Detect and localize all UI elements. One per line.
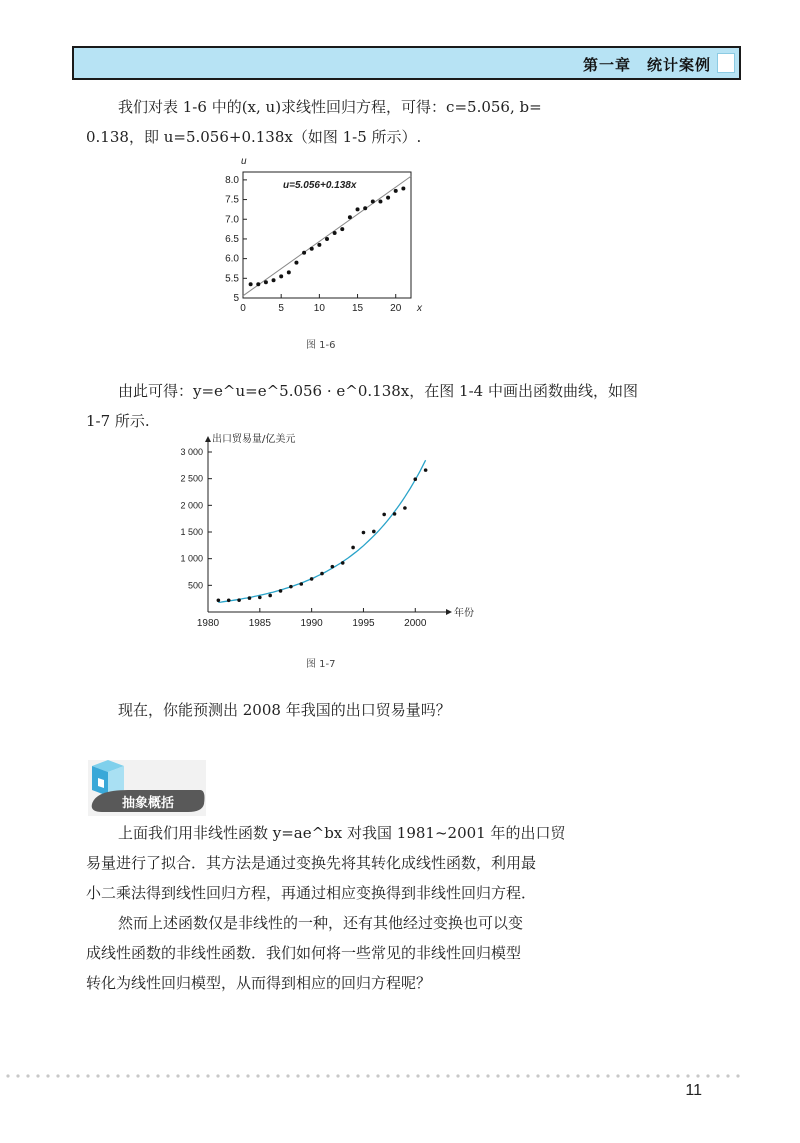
data-point xyxy=(227,598,231,602)
footer-dot xyxy=(446,1074,449,1077)
x-tick-label: 1985 xyxy=(248,618,271,629)
footer-dot xyxy=(566,1074,569,1077)
y-tick-label: 500 xyxy=(187,580,203,591)
x-tick-label: 1990 xyxy=(300,618,323,629)
footer-dot xyxy=(296,1074,299,1077)
data-point xyxy=(217,598,221,602)
summary-p2-line3: 转化为线性回归模型，从而得到相应的回归方程呢？ xyxy=(86,974,432,992)
y-tick-label: 2 000 xyxy=(180,500,203,511)
regression-equation: u=5.056+0.138x xyxy=(283,180,357,191)
footer-dot xyxy=(336,1074,339,1077)
y-axis-label: u xyxy=(241,156,247,167)
footer-dot xyxy=(406,1074,409,1077)
data-point xyxy=(268,594,272,598)
footer-dot xyxy=(236,1074,239,1077)
summary-p1-line3: 小二乘法得到线性回归方程，再通过相应变换得到非线性回归方程． xyxy=(86,884,537,902)
footer-dot xyxy=(726,1074,729,1077)
footer-dot xyxy=(136,1074,139,1077)
data-point xyxy=(401,187,405,191)
fitted-curve xyxy=(218,460,425,602)
footer-dot xyxy=(486,1074,489,1077)
footer-dot xyxy=(96,1074,99,1077)
regression-line xyxy=(243,176,411,296)
data-point xyxy=(394,189,398,193)
y-tick-label: 6.0 xyxy=(225,253,239,265)
footer-dot xyxy=(186,1074,189,1077)
data-point xyxy=(264,280,268,284)
question-text: 现在，你能预测出 2008 年我国的出口贸易量吗？ xyxy=(118,701,451,719)
y-tick-label: 1 500 xyxy=(180,527,203,537)
footer-dot xyxy=(6,1074,9,1077)
x-tick-label: 10 xyxy=(313,303,325,314)
x-tick-label: 5 xyxy=(278,303,284,314)
x-axis-label: 年份 xyxy=(454,608,474,619)
section-badge xyxy=(88,760,206,816)
x-axis-arrow xyxy=(446,609,452,615)
footer-dot xyxy=(66,1074,69,1077)
footer-dot xyxy=(316,1074,319,1077)
data-point xyxy=(272,278,276,282)
data-point xyxy=(378,200,382,204)
footer-dot xyxy=(606,1074,609,1077)
footer-dot xyxy=(636,1074,639,1077)
data-point xyxy=(299,582,303,586)
chapter-header-bar xyxy=(72,46,741,80)
data-point xyxy=(294,261,298,265)
footer-dot xyxy=(256,1074,259,1077)
summary-p2-line2: 成线性函数的非线性函数．我们如何将一些常见的非线性回归模型 xyxy=(86,944,522,962)
footer-dot xyxy=(716,1074,719,1077)
footer-dot xyxy=(586,1074,589,1077)
section-badge-label: 抽象概括 xyxy=(122,796,175,811)
footer-dot xyxy=(16,1074,19,1077)
footer-dot xyxy=(126,1074,129,1077)
x-tick-label: 0 xyxy=(240,303,246,314)
y-tick-label: 7.0 xyxy=(225,214,239,226)
footer-dot xyxy=(306,1074,309,1077)
footer-dot xyxy=(706,1074,709,1077)
footer-dot xyxy=(506,1074,509,1077)
y-tick-label: 5 xyxy=(233,293,239,304)
footer-dot xyxy=(376,1074,379,1077)
data-point xyxy=(341,561,345,565)
footer-dot xyxy=(196,1074,199,1077)
data-point xyxy=(362,531,366,535)
footer-dot xyxy=(426,1074,429,1077)
footer-dot xyxy=(666,1074,669,1077)
footer-dot xyxy=(266,1074,269,1077)
data-point xyxy=(289,585,293,589)
header-corner-box xyxy=(717,53,735,73)
y-tick-label: 6.5 xyxy=(225,233,239,245)
footer-dot xyxy=(696,1074,699,1077)
data-point xyxy=(248,596,252,600)
footer-dot xyxy=(86,1074,89,1077)
data-point xyxy=(351,546,355,550)
footer-dot xyxy=(676,1074,679,1077)
data-point xyxy=(320,572,324,576)
figure-1-7 xyxy=(160,430,490,645)
figure-1-6 xyxy=(205,150,435,325)
footer-dot xyxy=(516,1074,519,1077)
footer-dot xyxy=(176,1074,179,1077)
footer-dot xyxy=(326,1074,329,1077)
footer-dot xyxy=(646,1074,649,1077)
data-point xyxy=(279,274,283,278)
data-point xyxy=(249,282,253,286)
footer-dot xyxy=(276,1074,279,1077)
footer-dot xyxy=(386,1074,389,1077)
y-tick-label: 1 000 xyxy=(180,553,203,564)
data-point xyxy=(382,513,386,517)
footer-dot xyxy=(576,1074,579,1077)
y-tick-label: 2 500 xyxy=(180,473,203,484)
footer-dotted-rule xyxy=(0,1072,800,1080)
footer-dot xyxy=(226,1074,229,1077)
page-number: 11 xyxy=(685,1082,702,1099)
footer-dot xyxy=(366,1074,369,1077)
summary-p1-line2: 易量进行了拟合．其方法是通过变换先将其转化成线性函数，利用最 xyxy=(86,854,537,872)
footer-dot xyxy=(456,1074,459,1077)
data-point xyxy=(348,215,352,219)
data-point xyxy=(287,270,291,274)
footer-dot xyxy=(286,1074,289,1077)
footer-dot xyxy=(216,1074,219,1077)
y-tick-label: 3 000 xyxy=(180,447,203,457)
data-point xyxy=(386,196,390,200)
data-point xyxy=(317,243,321,247)
x-tick-label: 1995 xyxy=(352,618,375,629)
data-point xyxy=(237,598,241,602)
para1-line1: 我们对表 1-6 中的(x, u)求线性回归方程，可得：c=5.056, b= xyxy=(118,98,542,116)
footer-dot xyxy=(116,1074,119,1077)
data-point xyxy=(371,200,375,204)
y-tick-label: 8.0 xyxy=(225,174,239,186)
x-tick-label: 20 xyxy=(390,303,402,314)
para2-line2: 1-7 所示. xyxy=(86,412,150,430)
footer-dot xyxy=(106,1074,109,1077)
data-point xyxy=(340,227,344,231)
footer-dot xyxy=(626,1074,629,1077)
data-point xyxy=(302,251,306,255)
footer-dot xyxy=(736,1074,739,1077)
footer-dot xyxy=(36,1074,39,1077)
footer-dot xyxy=(466,1074,469,1077)
para2-line1: 由此可得：y=e^u=e^5.056 · e^0.138x，在图 1-4 中画出函数曲线，如图 xyxy=(118,382,638,400)
footer-dot xyxy=(56,1074,59,1077)
footer-dot xyxy=(26,1074,29,1077)
footer-dot xyxy=(496,1074,499,1077)
x-tick-label: 15 xyxy=(351,303,364,314)
data-point xyxy=(310,247,314,251)
y-axis-arrow xyxy=(205,436,211,442)
data-point xyxy=(310,577,314,581)
data-point xyxy=(279,589,283,593)
y-tick-label: 5.5 xyxy=(225,273,239,285)
data-point xyxy=(256,282,260,286)
x-tick-label: 2000 xyxy=(404,618,427,629)
footer-dot xyxy=(476,1074,479,1077)
footer-dot xyxy=(616,1074,619,1077)
data-point xyxy=(356,207,360,211)
data-point xyxy=(413,477,417,481)
data-point xyxy=(403,506,407,510)
figure-1-7-caption: 图 1-7 xyxy=(306,659,336,670)
data-point xyxy=(333,231,337,235)
footer-dot xyxy=(686,1074,689,1077)
data-point xyxy=(258,596,262,600)
data-point xyxy=(331,565,335,569)
data-point xyxy=(424,468,428,472)
summary-p2-line1: 然而上述函数仅是非线性的一种，还有其他经过变换也可以变 xyxy=(118,914,524,932)
summary-p1-line1: 上面我们用非线性函数 y=ae^bx 对我国 1981~2001 年的出口贸 xyxy=(118,824,566,842)
x-axis-label: x xyxy=(417,303,422,314)
footer-dot xyxy=(536,1074,539,1077)
footer-dot xyxy=(526,1074,529,1077)
data-point xyxy=(372,530,376,534)
chapter-title: 第一章 统计案例 xyxy=(582,56,711,74)
footer-dot xyxy=(46,1074,49,1077)
footer-dot xyxy=(76,1074,79,1077)
para1-line2: 0.138，即 u=5.056+0.138x（如图 1-5 所示）. xyxy=(86,128,422,146)
y-tick-label: 7.5 xyxy=(225,194,239,206)
y-axis-label: 出口贸易量/亿美元 xyxy=(212,434,296,445)
footer-dot xyxy=(436,1074,439,1077)
footer-dot xyxy=(166,1074,169,1077)
footer-dot xyxy=(416,1074,419,1077)
footer-dot xyxy=(246,1074,249,1077)
footer-dot xyxy=(396,1074,399,1077)
footer-dot xyxy=(656,1074,659,1077)
footer-dot xyxy=(206,1074,209,1077)
footer-dot xyxy=(596,1074,599,1077)
data-point xyxy=(393,512,397,516)
footer-dot xyxy=(156,1074,159,1077)
footer-dot xyxy=(546,1074,549,1077)
data-point xyxy=(325,237,329,241)
footer-dot xyxy=(146,1074,149,1077)
footer-dot xyxy=(556,1074,559,1077)
data-point xyxy=(363,206,367,210)
footer-dot xyxy=(356,1074,359,1077)
figure-1-6-caption: 图 1-6 xyxy=(306,340,336,351)
x-tick-label: 1980 xyxy=(196,618,220,629)
footer-dot xyxy=(346,1074,349,1077)
